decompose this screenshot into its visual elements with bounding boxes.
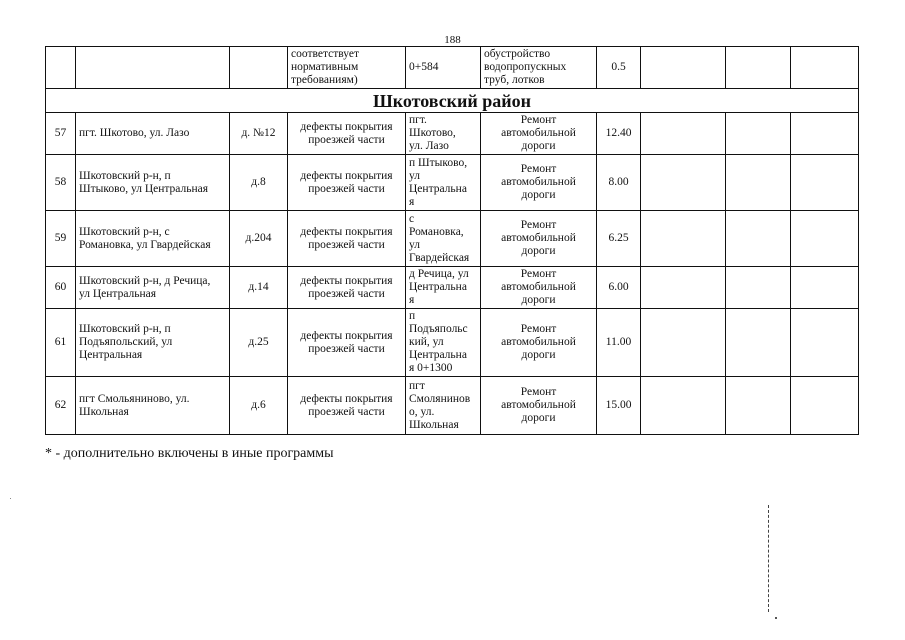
scan-margin-line (768, 505, 769, 612)
location-cell: пгт Смолянинов о, ул. Школьная (406, 377, 481, 435)
scan-speck (10, 498, 11, 499)
address-cell: Шкотовский р-н, с Романовка, ул Гвардейская (76, 211, 230, 267)
defect-cell: дефекты покрытия проезжей части (288, 113, 406, 155)
table-row (46, 309, 859, 377)
table-row (46, 155, 859, 211)
table-row (46, 377, 859, 435)
defect-cell: дефекты покрытия проезжей части (288, 309, 406, 377)
location-cell: 0+584 (406, 47, 481, 89)
defect-cell: дефекты покрытия проезжей части (288, 267, 406, 309)
address-cell: Шкотовский р-н, п Штыково, ул Центральная (76, 155, 230, 211)
work-cell: обустройство водопропускных труб, лотков (481, 47, 597, 89)
defect-cell: соответствует нормативным требованиям) (288, 47, 406, 89)
table-row (46, 267, 859, 309)
house-cell: д.14 (230, 267, 288, 309)
work-cell: Ремонт автомобильной дороги (481, 377, 597, 435)
location-cell: с Романовка, ул Гвардейская (406, 211, 481, 267)
scan-speck (775, 617, 777, 619)
house-cell: д.6 (230, 377, 288, 435)
address-cell: пгт Смольяниново, ул. Школьная (76, 377, 230, 435)
defect-cell: дефекты покрытия проезжей части (288, 211, 406, 267)
work-cell: Ремонт автомобильной дороги (481, 113, 597, 155)
work-cell: Ремонт автомобильной дороги (481, 267, 597, 309)
location-cell: п Подъяпольс кий, ул Центральна я 0+1300 (406, 309, 481, 377)
row-number: 60 (46, 267, 76, 309)
row-number: 61 (46, 309, 76, 377)
defect-cell: дефекты покрытия проезжей части (288, 377, 406, 435)
location-cell: д Речица, ул Центральна я (406, 267, 481, 309)
page-number: 188 (444, 34, 461, 46)
length-cell: 11.00 (597, 309, 641, 377)
location-cell: пгт. Шкотово, ул. Лазо (406, 113, 481, 155)
row-number: 62 (46, 377, 76, 435)
house-cell: д.204 (230, 211, 288, 267)
row-number: 59 (46, 211, 76, 267)
length-cell: 8.00 (597, 155, 641, 211)
work-cell: Ремонт автомобильной дороги (481, 155, 597, 211)
row-number: 58 (46, 155, 76, 211)
length-cell: 15.00 (597, 377, 641, 435)
house-cell: д.8 (230, 155, 288, 211)
table-row (46, 211, 859, 267)
length-cell: 6.00 (597, 267, 641, 309)
location-cell: п Штыково, ул Центральна я (406, 155, 481, 211)
row-number: 57 (46, 113, 76, 155)
address-cell: пгт. Шкотово, ул. Лазо (76, 113, 230, 155)
table-row-continued (46, 47, 859, 89)
length-cell: 0.5 (597, 47, 641, 89)
defect-cell: дефекты покрытия проезжей части (288, 155, 406, 211)
house-cell: д.25 (230, 309, 288, 377)
roads-table (45, 46, 859, 435)
footnote: * - дополнительно включены в иные программы (45, 446, 334, 461)
table-row (46, 113, 859, 155)
address-cell: Шкотовский р-н, п Подъяпольский, ул Центральная (76, 309, 230, 377)
section-title: Шкотовский район (46, 89, 859, 113)
house-cell: д. №12 (230, 113, 288, 155)
length-cell: 6.25 (597, 211, 641, 267)
length-cell: 12.40 (597, 113, 641, 155)
work-cell: Ремонт автомобильной дороги (481, 309, 597, 377)
work-cell: Ремонт автомобильной дороги (481, 211, 597, 267)
address-cell: Шкотовский р-н, д Речица, ул Центральная (76, 267, 230, 309)
section-row (46, 89, 859, 113)
